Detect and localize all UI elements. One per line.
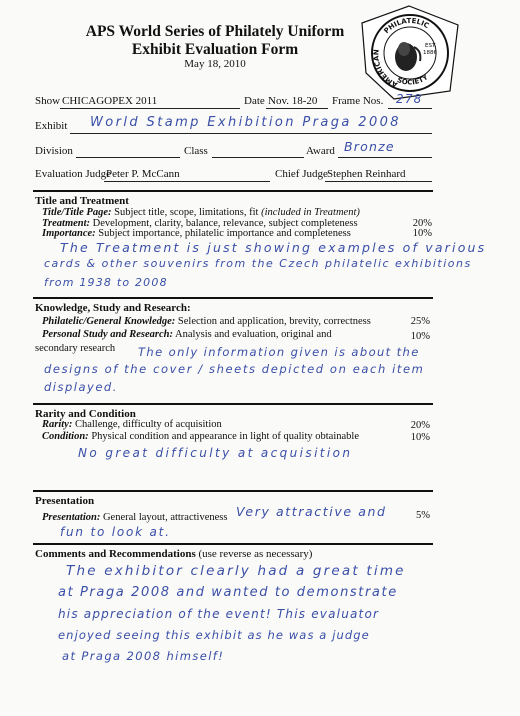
importance-percent: 10%: [412, 228, 432, 239]
comments-handwritten-line-3[interactable]: his appreciation of the event! This evaluator: [58, 607, 380, 621]
rarity-criterion: Rarity: Challenge, difficulty of acquisition: [42, 419, 222, 430]
comments-handwritten-line-5[interactable]: at Praga 2008 himself!: [62, 649, 225, 663]
date-value[interactable]: Nov. 18-20: [268, 95, 318, 107]
condition-criterion: Condition: Physical condition and appearance in light of quality obtainable: [42, 431, 359, 442]
exhibit-label: Exhibit: [35, 120, 68, 132]
frame-value[interactable]: 278: [396, 92, 423, 106]
treatment-criterion: Treatment: Development, clarity, balance, relevance, subject completeness: [42, 218, 358, 229]
form-title-line1: APS World Series of Philately Uniform: [85, 23, 345, 40]
award-value[interactable]: Bronze: [344, 139, 395, 154]
treatment-handwritten-comment-1[interactable]: The Treatment is just showing examples of various: [60, 240, 487, 255]
knowledge-handwritten-comment-1[interactable]: The only information given is about the: [138, 345, 420, 359]
chief-judge-value[interactable]: Stephen Reinhard: [327, 168, 406, 180]
personal-study-criterion: Personal Study and Research: Analysis and evaluation, original and: [42, 329, 332, 340]
philatelic-knowledge-criterion: Philatelic/General Knowledge: Selection and application, brevity, correctness: [42, 316, 371, 327]
show-value[interactable]: CHICAGOPEX 2011: [62, 95, 158, 107]
section-heading-presentation: Presentation: [35, 495, 95, 507]
presentation-criterion: Presentation: General layout, attractiveness: [42, 512, 228, 523]
seal-text-top: PHILATELIC: [382, 16, 431, 36]
treatment-percent: 20%: [412, 218, 432, 229]
date-label: Date: [244, 95, 265, 107]
presentation-percent: 5%: [416, 510, 430, 521]
comments-handwritten-line-1[interactable]: The exhibitor clearly had a great time: [66, 563, 406, 579]
division-label: Division: [35, 145, 73, 157]
knowledge-handwritten-comment-2[interactable]: designs of the cover / sheets depicted on each item: [44, 362, 425, 376]
study-percent: 10%: [410, 331, 430, 342]
presentation-handwritten-comment-2[interactable]: fun to look at.: [60, 525, 171, 539]
presentation-handwritten-comment-1[interactable]: Very attractive and: [236, 504, 387, 519]
form-title-line2: Exhibit Evaluation Form: [131, 41, 299, 58]
section-heading-knowledge: Knowledge, Study and Research:: [35, 302, 191, 314]
treatment-handwritten-comment-2[interactable]: cards & other souvenirs from the Czech philatelic exhibitions: [44, 257, 472, 270]
evaluation-judge-value[interactable]: Peter P. McCann: [106, 168, 180, 180]
rarity-handwritten-comment-1[interactable]: No great difficulty at acquisition: [78, 446, 353, 460]
comments-handwritten-line-2[interactable]: at Praga 2008 and wanted to demonstrate: [58, 585, 398, 600]
title-page-criterion: Title/Title Page: Subject title, scope, limitations, fit (included in Treatment): [42, 207, 360, 218]
seal-est: EST.: [425, 43, 437, 49]
seal-text-left: AMERICAN: [372, 49, 399, 89]
treatment-handwritten-comment-3[interactable]: from 1938 to 2008: [44, 276, 168, 289]
condition-percent: 10%: [410, 432, 430, 443]
knowledge-handwritten-comment-3[interactable]: displayed.: [44, 380, 118, 394]
rarity-percent: 20%: [410, 420, 430, 431]
chief-judge-label: Chief Judge: [275, 168, 328, 180]
secondary-research-text: secondary research: [35, 343, 116, 354]
award-label: Award: [306, 145, 335, 157]
section-heading-title-treatment: Title and Treatment: [35, 195, 129, 207]
class-label: Class: [184, 145, 208, 157]
seal-year: 1886: [423, 50, 437, 56]
exhibit-value[interactable]: World Stamp Exhibition Praga 2008: [90, 115, 401, 130]
section-heading-rarity: Rarity and Condition: [35, 408, 136, 420]
frame-label: Frame Nos.: [332, 95, 384, 107]
show-label: Show: [35, 95, 61, 107]
form-date: May 18, 2010: [184, 58, 246, 70]
knowledge-percent: 25%: [410, 316, 430, 327]
evaluation-judge-label: Evaluation Judge: [35, 168, 112, 180]
importance-criterion: Importance: Subject importance, philatelic importance and completeness: [42, 228, 351, 239]
comments-handwritten-line-4[interactable]: enjoyed seeing this exhibit as he was a judge: [58, 628, 370, 642]
aps-seal-logo: [354, 3, 464, 101]
seal-text-bottom: SOCIETY: [395, 73, 430, 87]
comments-heading: Comments and Recommendations (use reverse as necessary): [35, 548, 313, 560]
